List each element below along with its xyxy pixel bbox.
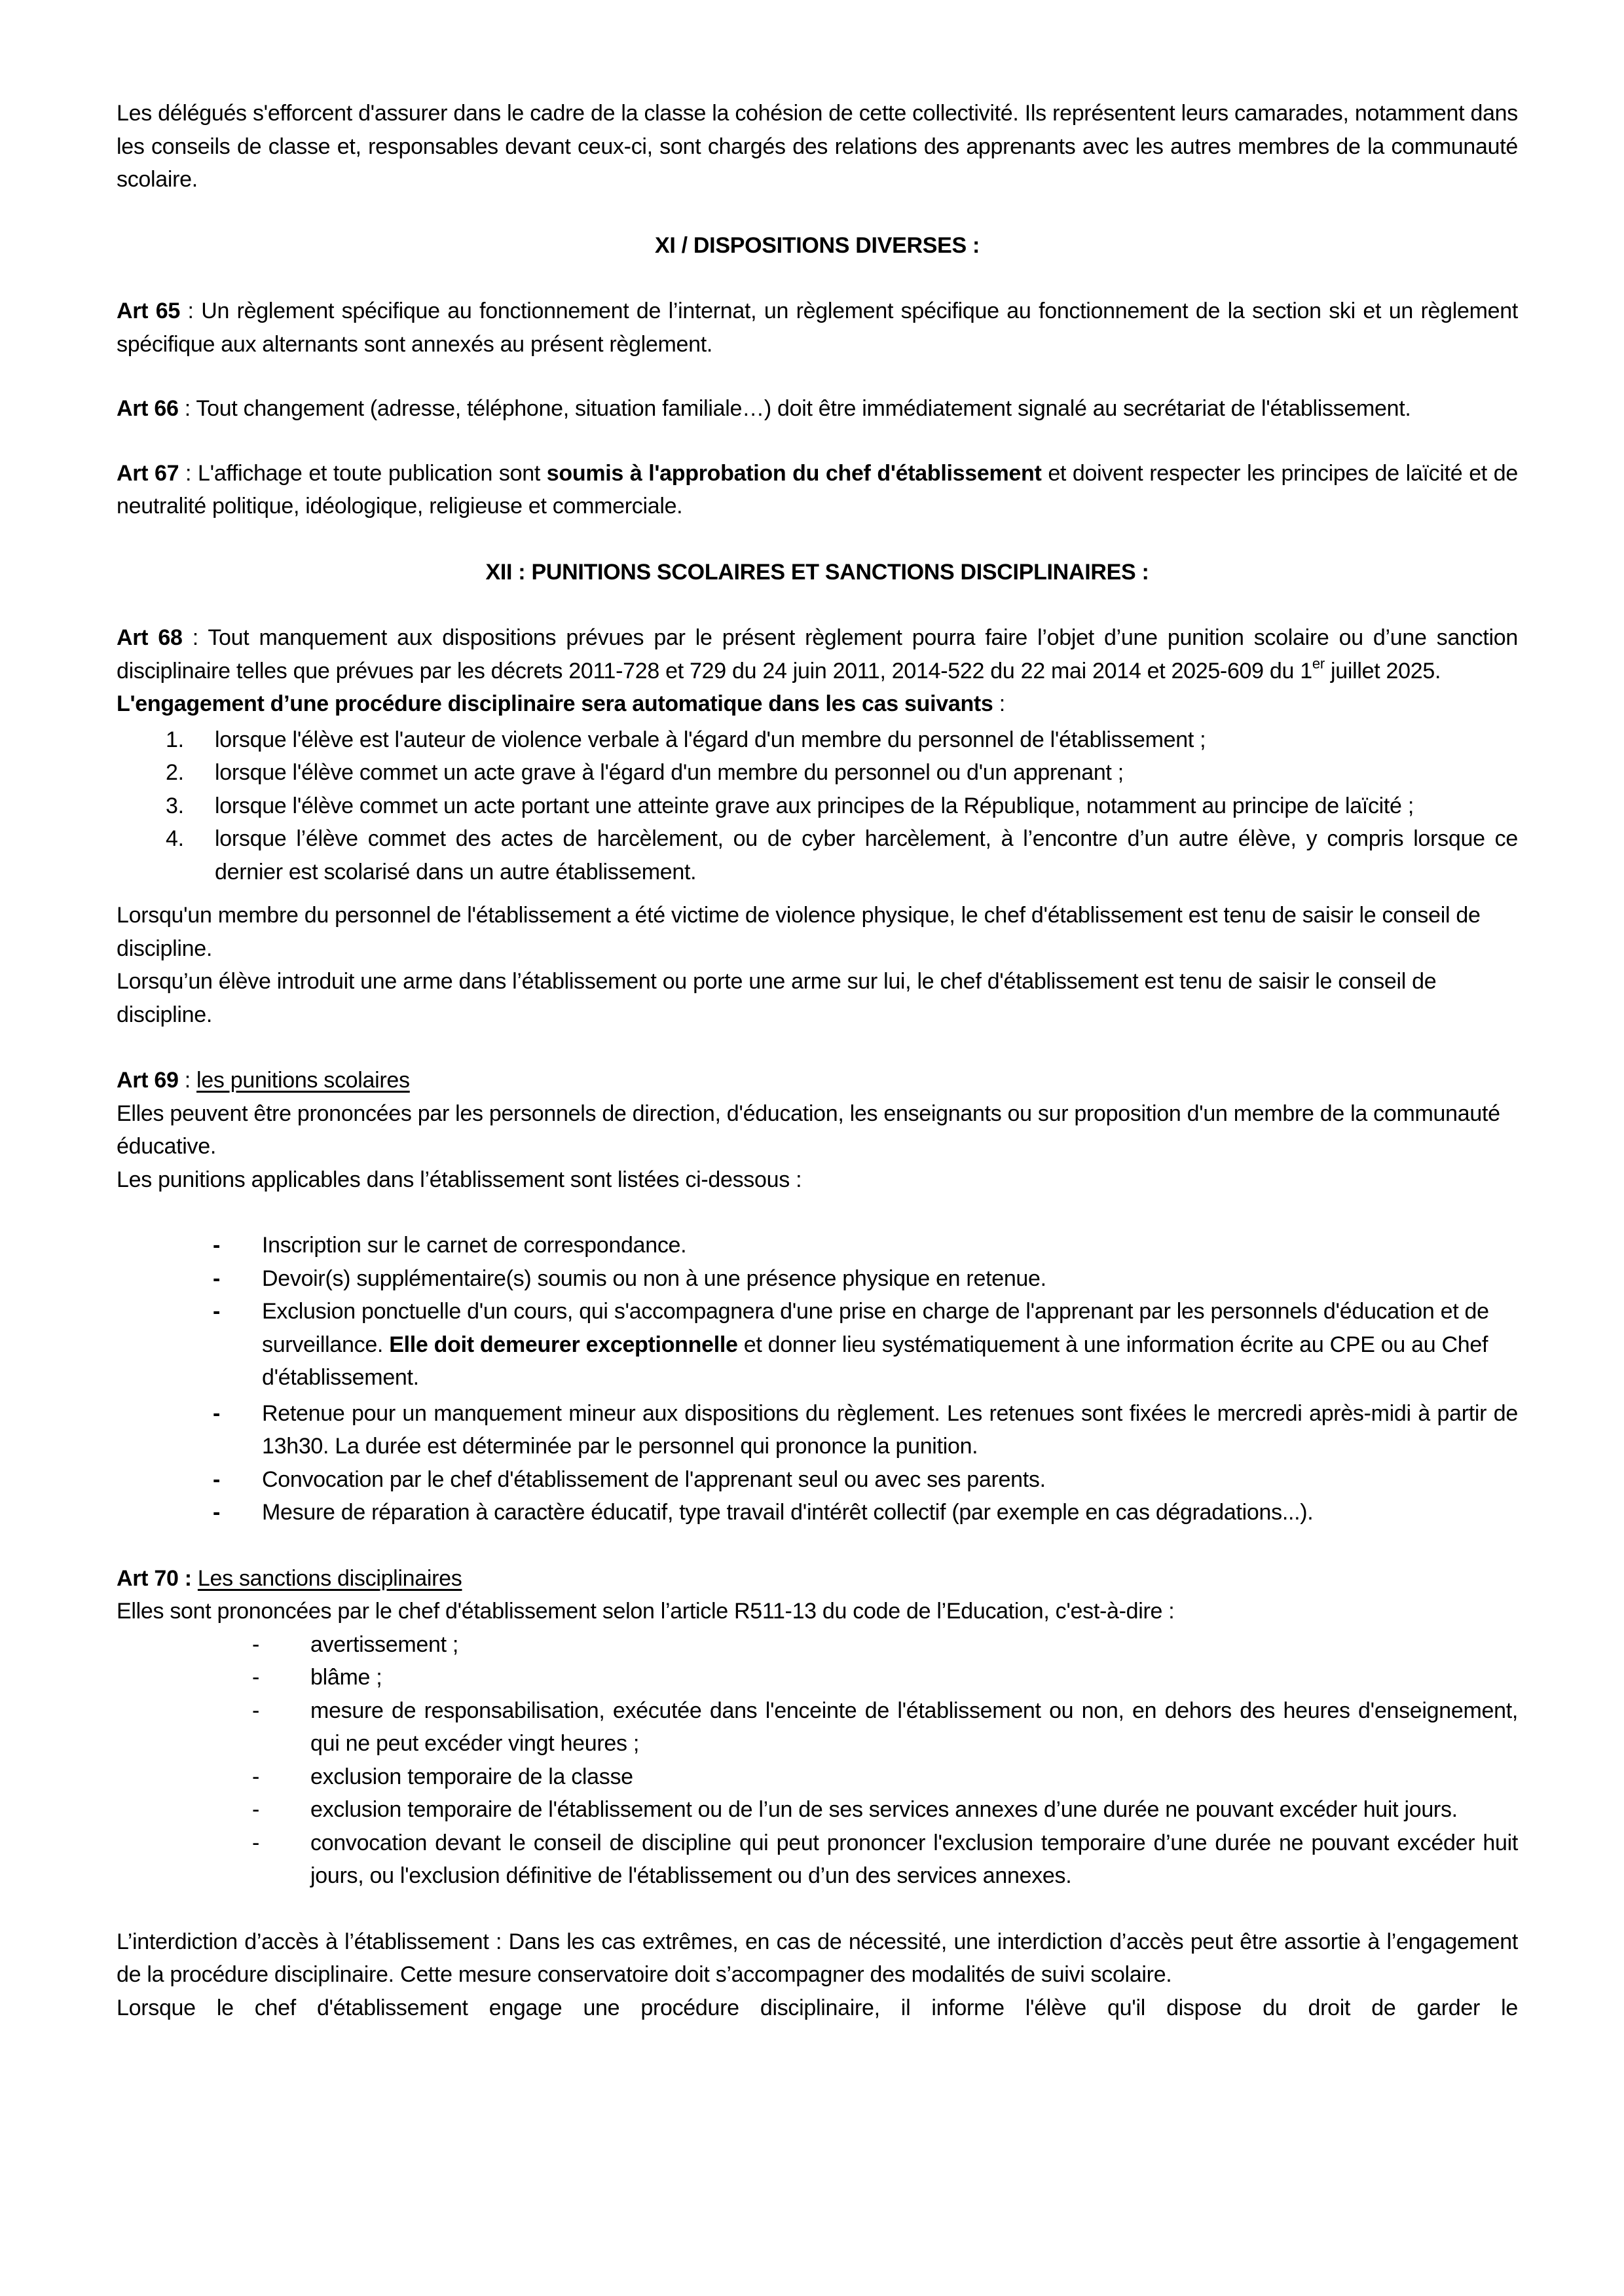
article-70-title: [117, 1562, 1518, 1595]
weapon-paragraph: Lorsqu’un élève introduit une arme dans l’établissement ou porte une arme sur lui, le chef d'établissement est tenu de saisir le conseil de discipline.: [117, 969, 1437, 1027]
section-xii-heading: XII : PUNITIONS SCOLAIRES ET SANCTIONS DISCIPLINAIRES :: [485, 559, 1149, 585]
list-item: [117, 1496, 1518, 1529]
separator: [192, 1566, 198, 1591]
list-number: 4.: [166, 826, 184, 851]
list-item-text: avertissement ;: [310, 1631, 459, 1657]
list-item: [117, 1397, 1518, 1463]
article-69-intro: Elles peuvent être prononcées par les personnels de direction, d'éducation, les enseignants ou sur proposition d'un membre de la communauté éducative.: [117, 1101, 1500, 1159]
list-number: 3.: [166, 793, 184, 818]
dash-bullet-icon: -: [213, 1233, 221, 1258]
list-item: [117, 1295, 1518, 1394]
article-70-label: Art 70 :: [117, 1565, 192, 1591]
automatic-cases-list: [117, 723, 1518, 889]
dash-bullet-icon: -: [252, 1698, 260, 1723]
access-ban-paragraph: L’interdiction d’accès à l’établissement : Dans les cas extrêmes, en cas de nécessité, une interdiction d’accès peut être assortie à l’engagement de la procédure disciplinaire. Cette mesure conservatoire doit s’accompagner des modalités de suivi scolaire.: [117, 1929, 1518, 1987]
list-item-text: Retenue pour un manquement mineur aux dispositions du règlement. Les retenues sont fixées le mercredi après-midi à partir de 13h30. La durée est déterminée par le personnel qui prononce la punition.: [262, 1400, 1518, 1459]
list-item-text: exclusion temporaire de la classe: [310, 1764, 633, 1789]
automatic-procedure-intro: [117, 687, 1518, 721]
list-item-text: Devoir(s) supplémentaire(s) soumis ou non à une présence physique en retenue.: [262, 1266, 1046, 1291]
separator: :: [179, 460, 198, 486]
dash-bullet-icon: -: [213, 1400, 221, 1426]
article-68-text-end: juillet 2025.: [1324, 658, 1441, 683]
list-item-text: lorsque l’élève commet des actes de harcèlement, ou de cyber harcèlement, à l’encontre d’un autre élève, y compris lorsque ce dernier est scolarisé dans un autre établissement.: [215, 826, 1518, 884]
intro-paragraph: Les délégués s'efforcent d'assurer dans le cadre de la classe la cohésion de cette collectivité. Ils représentent leurs camarades, notamment dans les conseils de classe et, responsables devant ceux-ci, sont chargés des relations des apprenants avec les autres membres de la communauté scolaire.: [117, 101, 1518, 192]
article-68-text: Tout manquement aux dispositions prévues par le présent règlement pourra faire l’objet d’une punition scolaire ou d’une sanction disciplinaire telles que prévues par les décrets 2011-728 et 729 du 24 juin 2011, 2014-522 du 22 mai 2014 et 2025-609 du 1: [117, 625, 1518, 683]
list-item-text: Exclusion ponctuelle d'un cours, qui s'accompagnera d'une prise en charge de l'apprenant par les personnels d'éducation et de surveillance.: [262, 1299, 1489, 1357]
dash-bullet-icon: -: [213, 1266, 221, 1291]
list-item: [117, 1694, 1518, 1760]
list-item: [117, 1262, 1518, 1296]
article-70-intro: Elles sont prononcées par le chef d'établissement selon l’article R511-13 du code de l’Education, c'est-à-dire :: [117, 1599, 1175, 1624]
list-item-text: lorsque l'élève commet un acte portant une atteinte grave aux principes de la République, notamment au principe de laïcité ;: [215, 793, 1414, 818]
physical-violence-paragraph: Lorsqu'un membre du personnel de l'établissement a été victime de violence physique, le chef d'établissement est tenu de saisir le conseil de discipline.: [117, 903, 1481, 961]
colon: :: [993, 691, 1005, 716]
article-65-text: Un règlement spécifique au fonctionnement de l’internat, un règlement spécifique au fonctionnement de la section ski et un règlement spécifique aux alternants sont annexés au présent règlement.: [117, 299, 1518, 357]
article-69-label: Art 69: [117, 1068, 179, 1093]
article-66: [117, 392, 1518, 426]
article-66-label: Art 66: [117, 396, 179, 421]
list-item-text: convocation devant le conseil de discipline qui peut prononcer l'exclusion temporaire d’une durée ne pouvant excéder huit jours, ou l'exclusion définitive de l'établissement ou d’un des services annexes.: [310, 1830, 1518, 1888]
list-item-text: lorsque l'élève est l'auteur de violence verbale à l'égard d'un membre du personnel de l'établissement ;: [215, 727, 1206, 752]
article-69-title: [117, 1064, 1518, 1097]
separator: :: [178, 396, 196, 421]
list-item: [117, 1760, 1518, 1794]
dash-bullet-icon: -: [252, 1764, 260, 1789]
ordinal-superscript: er: [1312, 655, 1325, 672]
list-item-text: Mesure de réparation à caractère éducatif, type travail d'intérêt collectif (par exemple en cas dégradations...).: [262, 1500, 1314, 1525]
list-number: 1.: [166, 727, 184, 752]
article-67-emphasis: soumis à l'approbation du chef d'établissement: [546, 460, 1042, 486]
list-item: [117, 1229, 1518, 1262]
article-67: [117, 457, 1518, 523]
list-item-text: Inscription sur le carnet de correspondance.: [262, 1233, 687, 1258]
article-67-text: L'affichage et toute publication sont: [198, 460, 547, 486]
article-67-text-end: et doivent respecter les principes de laïcité et de neutralité politique, idéologique, religieuse et commerciale.: [117, 460, 1518, 519]
dash-bullet-icon: -: [252, 1797, 260, 1822]
list-item: [117, 1628, 1518, 1662]
list-item-text-end: et donner lieu systématiquement à une information écrite au CPE ou au Chef d'établissement.: [262, 1332, 1488, 1390]
list-item: [117, 1661, 1518, 1694]
list-item-emphasis: Elle doit demeurer exceptionnelle: [389, 1332, 738, 1357]
article-65: [117, 295, 1518, 361]
automatic-procedure-bold: L'engagement d’une procédure disciplinaire sera automatique dans les cas suivants: [117, 691, 993, 716]
section-xi-heading: XI / DISPOSITIONS DIVERSES :: [654, 232, 980, 258]
list-number: 2.: [166, 760, 184, 785]
article-67-label: Art 67: [117, 460, 179, 486]
list-item-text: Convocation par le chef d'établissement de l'apprenant seul ou avec ses parents.: [262, 1467, 1046, 1492]
separator: :: [179, 299, 202, 323]
article-68-label: Art 68: [117, 625, 183, 650]
document-page: [117, 97, 1518, 2024]
article-69-subject: les punitions scolaires: [196, 1068, 410, 1093]
article-65-label: Art 65: [117, 299, 180, 323]
article-70-subject: Les sanctions disciplinaires: [197, 1565, 462, 1591]
list-item-text: exclusion temporaire de l'établissement ou de l’un de ses services annexes d’une durée ne pouvant excéder huit jours.: [310, 1797, 1458, 1822]
list-item: [117, 756, 1518, 790]
dash-bullet-icon: -: [252, 1665, 260, 1690]
list-item-text: lorsque l'élève commet un acte grave à l'égard d'un membre du personnel ou d'un apprenant ;: [215, 760, 1124, 785]
sanctions-list: [117, 1628, 1518, 1893]
separator: :: [182, 625, 208, 650]
list-item: [117, 723, 1518, 757]
list-item: [117, 1827, 1518, 1893]
list-item: [117, 822, 1518, 888]
list-item-text: blâme ;: [310, 1665, 382, 1690]
dash-bullet-icon: -: [213, 1500, 221, 1525]
list-item: [117, 1793, 1518, 1827]
dash-bullet-icon: -: [252, 1631, 260, 1657]
punitions-list: [117, 1229, 1518, 1529]
dash-bullet-icon: -: [213, 1299, 221, 1324]
separator: :: [178, 1068, 197, 1093]
last-line-paragraph: Lorsque le chef d'établissement engage une procédure disciplinaire, il informe l'élève qu'il dispose du droit de garder le: [117, 1995, 1518, 2020]
dash-bullet-icon: -: [213, 1467, 221, 1492]
article-68: [117, 621, 1518, 687]
dash-bullet-icon: -: [252, 1830, 260, 1855]
article-69-list-intro: Les punitions applicables dans l’établissement sont listées ci-dessous :: [117, 1167, 802, 1192]
list-item: [117, 790, 1518, 823]
article-66-text: Tout changement (adresse, téléphone, situation familiale…) doit être immédiatement signalé au secrétariat de l'établissement.: [196, 396, 1411, 421]
list-item-text: mesure de responsabilisation, exécutée dans l'enceinte de l'établissement ou non, en dehors des heures d'enseignement, qui ne peut excéder vingt heures ;: [310, 1698, 1518, 1756]
list-item: [117, 1463, 1518, 1497]
